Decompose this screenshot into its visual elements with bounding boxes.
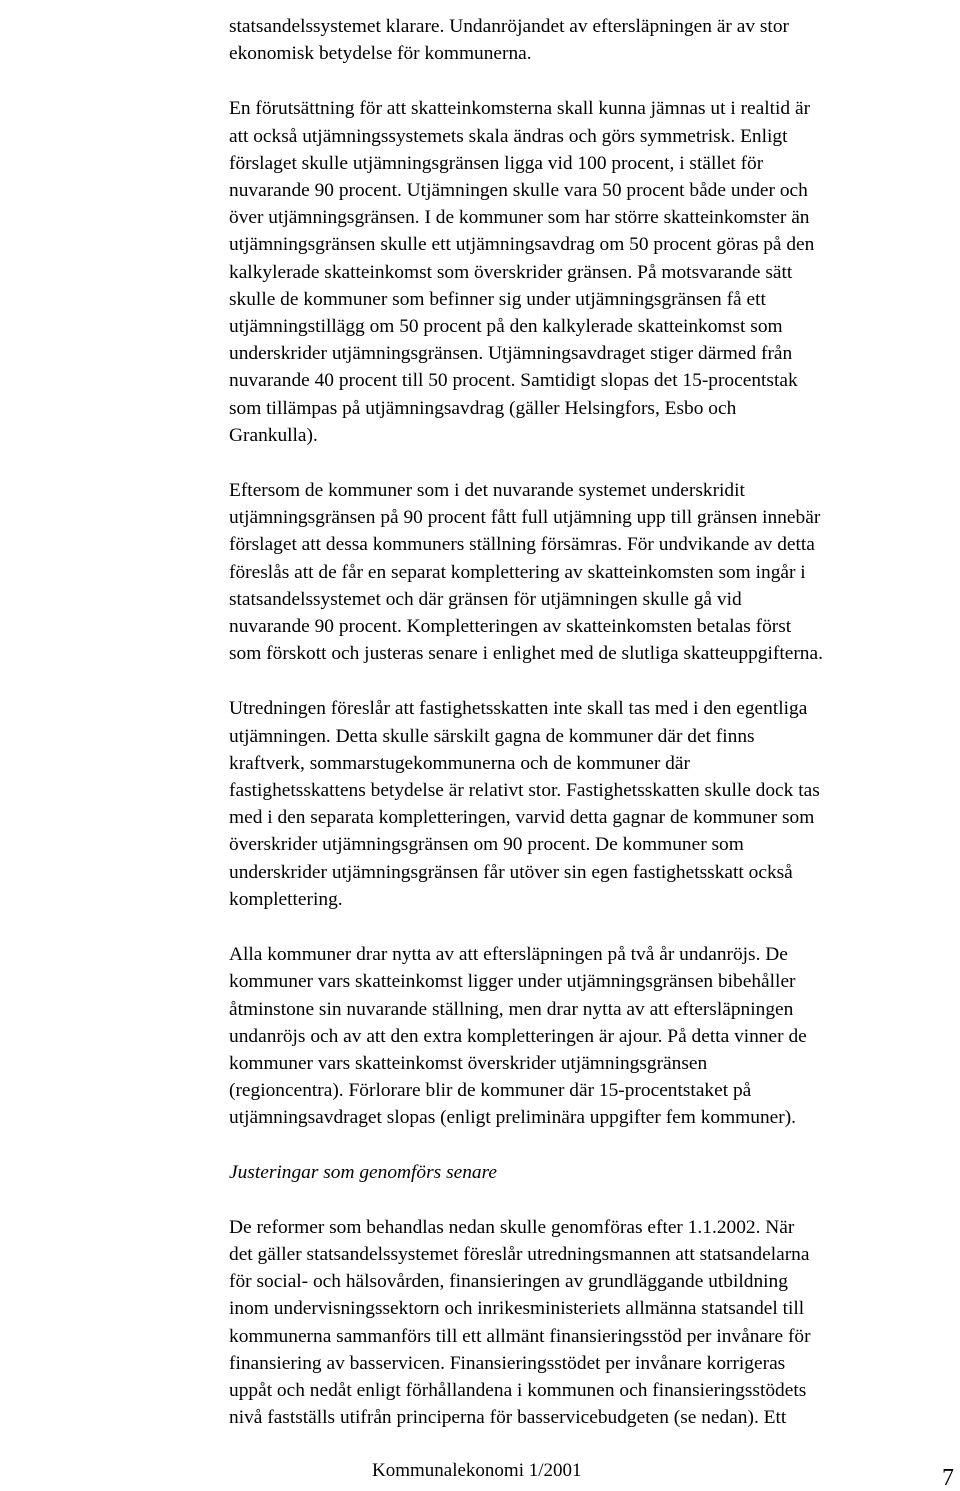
paragraph-3: Eftersom de kommuner som i det nuvarande systemet underskridit utjämningsgränsen på 90 procent fått full utjämning upp till gränsen innebär förslaget att dessa kommuners ställning försämras. För undvikande av detta föreslås att de får en separat komplettering av skatteinkomsten som ingår i statsandelssystemet och där gränsen för utjämningen skulle gå vid nuvarande 90 procent. Kompletteringen av skatteinkomsten betalas först som förskott och justeras senare i enlighet med de slutliga skatteuppgifterna.	[229, 480, 823, 665]
paragraph-4: Utredningen föreslår att fastighetsskatten inte skall tas med i den egentliga utjämningen. Detta skulle särskilt gagna de kommuner där det finns kraftverk, sommarstugekommunerna och de kommuner där fastighetsskattens betydelse är relativt stor. Fastighetsskatten skulle dock tas med i den separata kompletteringen, varvid detta gagnar de kommuner som överskrider utjämningsgränsen om 90 procent. De kommuner som underskrider utjämningsgränsen får utöver sin egen fastighetsskatt också komplettering.	[229, 698, 820, 910]
paragraph-2: En förutsättning för att skatteinkomsterna skall kunna jämnas ut i realtid är att också utjämningssystemets skala ändras och görs symmetrisk. Enligt förslaget skulle utjämningsgränsen ligga vid 100 procent, i stället för nuvarande 90 procent. Utjämningen skulle vara 50 procent både under och över utjämningsgränsen. I de kommuner som har större skatteinkomster än utjämningsgränsen skulle ett utjämningsavdrag om 50 procent göras på den kalkylerade skatteinkomst som överskrider gränsen. På motsvarande sätt skulle de kommuner som befinner sig under utjämningsgränsen få ett utjämningstillägg om 50 procent på den kalkylerade skatteinkomst som underskrider utjämningsgränsen. Utjämningsavdraget stiger därmed från nuvarande 40 procent till 50 procent. Samtidigt slopas det 15-procentstak som tillämpas på utjämningsavdrag (gäller Helsingfors, Esbo och Grankulla).	[229, 98, 815, 446]
paragraph-1: statsandelssystemet klarare. Undanröjandet av eftersläpningen är av stor ekonomisk betydelse för kommunerna.	[229, 16, 789, 65]
paragraph-6: De reformer som behandlas nedan skulle genomföras efter 1.1.2002. När det gäller statsandelssystemet föreslår utredningsmannen att statsandelarna för social- och hälsovården, finansieringen av grundläggande utbildning inom undervisningssektorn och inrikesministeriets allmänna statsandel till kommunerna sammanförs till ett allmänt finansieringsstöd per invånare för finansiering av basservicen. Finansieringsstödet per invånare korrigeras uppåt och nedåt enligt förhållandena i kommunen och finansieringsstödets nivå fastställs utifrån principerna för basservicebudgeten (se nedan). Ett	[229, 1216, 811, 1429]
footer-journal-title: Kommunalekonomi 1/2001	[372, 1460, 582, 1481]
footer-page-number: 7	[942, 1465, 954, 1491]
section-heading: Justeringar som genomförs senare	[229, 1161, 498, 1183]
document-body	[229, 13, 954, 1431]
paragraph-5: Alla kommuner drar nytta av att eftersläpningen på två år undanröjs. De kommuner vars skatteinkomst ligger under utjämningsgränsen bibehåller åtminstone sin nuvarande ställning, men drar nytta av att eftersläpningen undanröjs och av att den extra kompletteringen är ajour. På detta vinner de kommuner vars skatteinkomst överskrider utjämningsgränsen (regioncentra). Förlorare blir de kommuner där 15-procentstaket på utjämningsavdraget slopas (enligt preliminära uppgifter fem kommuner).	[229, 944, 807, 1129]
